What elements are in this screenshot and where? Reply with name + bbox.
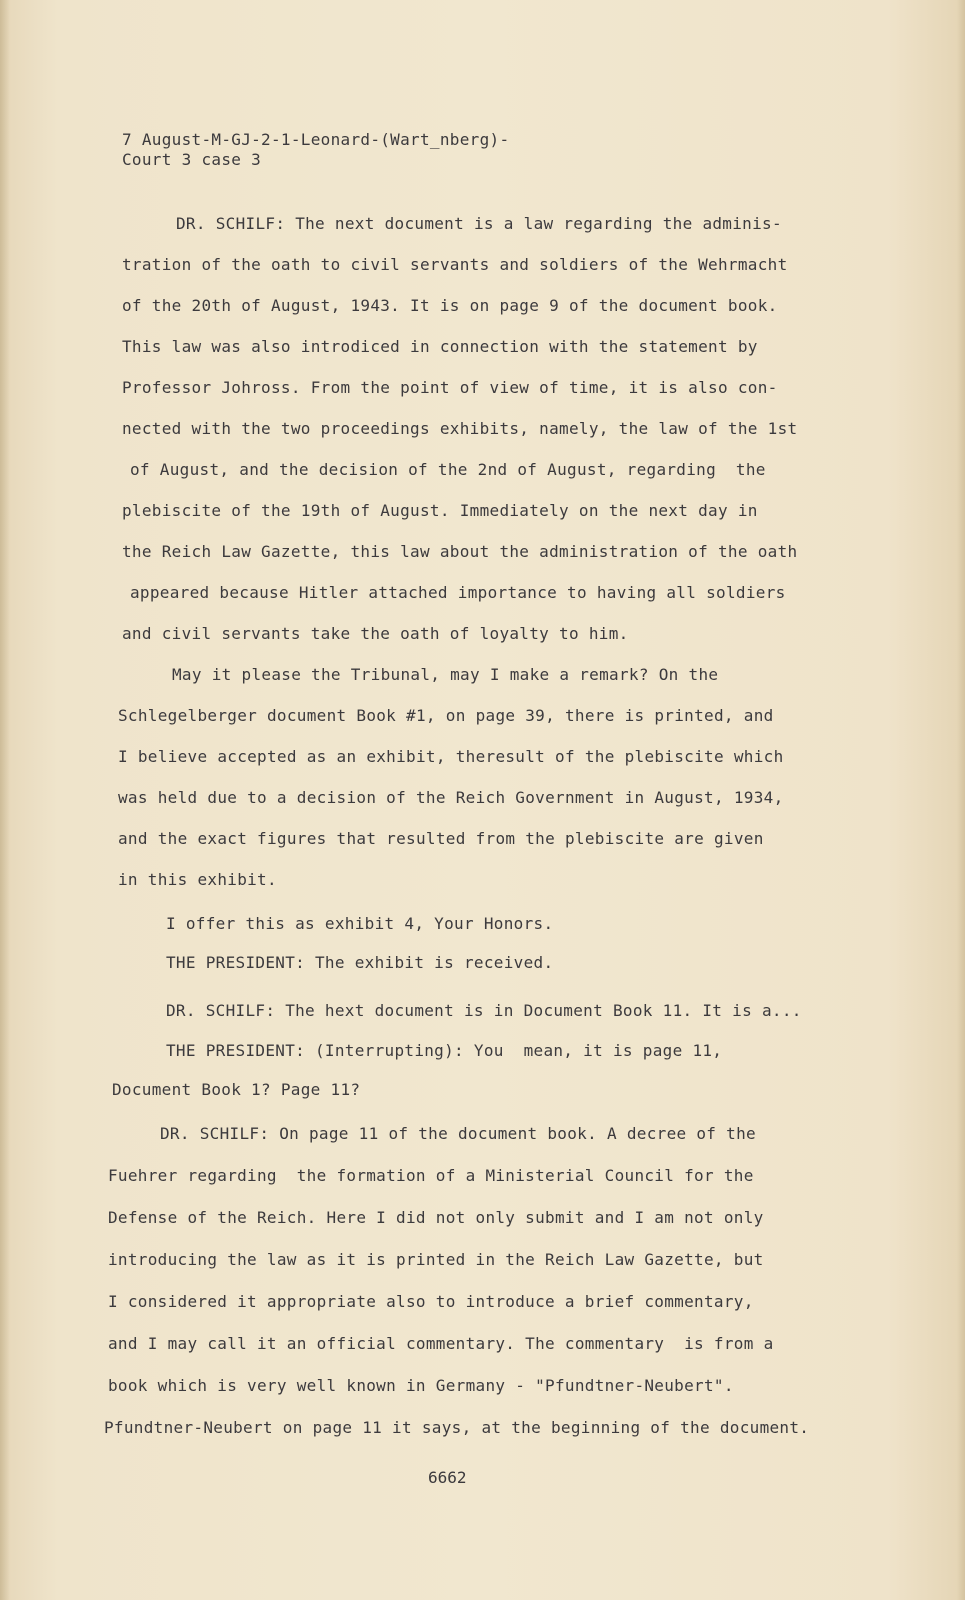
text-line: Fuehrer regarding the formation of a Ministerial Council for the	[108, 1166, 754, 1185]
page-edge-left	[0, 0, 10, 1600]
text-line: nected with the two proceedings exhibits, namely, the law of the 1st	[122, 419, 798, 438]
text-line: of the 20th of August, 1943. It is on page 9 of the document book.	[122, 296, 778, 315]
page-edge-right	[957, 0, 965, 1600]
text-line: I considered it appropriate also to introduce a brief commentary,	[108, 1292, 754, 1311]
text-line: Professor Johross. From the point of view of time, it is also con-	[122, 378, 778, 397]
text-line: and the exact figures that resulted from the plebiscite are given	[118, 829, 764, 848]
text-line: Defense of the Reich. Here I did not only submit and I am not only	[108, 1208, 764, 1227]
text-line: DR. SCHILF: On page 11 of the document book. A decree of the	[160, 1124, 756, 1143]
text-line: DR. SCHILF: The hext document is in Document Book 11. It is a...	[166, 1001, 802, 1020]
header-line: 7 August-M-GJ-2-1-Leonard-(Wart_nberg)-	[122, 130, 510, 149]
text-line: in this exhibit.	[118, 870, 277, 889]
text-line: and I may call it an official commentary. The commentary is from a	[108, 1334, 774, 1353]
text-line: THE PRESIDENT: The exhibit is received.	[166, 953, 554, 972]
text-line: of August, and the decision of the 2nd of August, regarding the	[130, 460, 766, 479]
header-line: Court 3 case 3	[122, 150, 262, 169]
page-number: 6662	[428, 1468, 467, 1487]
text-line: appeared because Hitler attached importance to having all soldiers	[130, 583, 786, 602]
text-line: book which is very well known in Germany - "Pfundtner-Neubert".	[108, 1376, 734, 1395]
text-line: THE PRESIDENT: (Interrupting): You mean, it is page 11,	[166, 1041, 723, 1060]
text-line: Pfundtner-Neubert on page 11 it says, at the beginning of the document.	[104, 1418, 810, 1437]
text-line: DR. SCHILF: The next document is a law regarding the adminis-	[176, 214, 782, 233]
text-line: plebiscite of the 19th of August. Immediately on the next day in	[122, 501, 758, 520]
text-line: This law was also introdiced in connection with the statement by	[122, 337, 758, 356]
text-line: introducing the law as it is printed in the Reich Law Gazette, but	[108, 1250, 764, 1269]
text-line: was held due to a decision of the Reich Government in August, 1934,	[118, 788, 784, 807]
text-line: Document Book 1? Page 11?	[112, 1080, 361, 1099]
text-line: the Reich Law Gazette, this law about the administration of the oath	[122, 542, 798, 561]
text-line: I believe accepted as an exhibit, theresult of the plebiscite which	[118, 747, 784, 766]
text-line: tration of the oath to civil servants and soldiers of the Wehrmacht	[122, 255, 788, 274]
text-line: I offer this as exhibit 4, Your Honors.	[166, 914, 554, 933]
text-line: and civil servants take the oath of loyalty to him.	[122, 624, 629, 643]
text-line: Schlegelberger document Book #1, on page 39, there is printed, and	[118, 706, 774, 725]
text-line: May it please the Tribunal, may I make a remark? On the	[172, 665, 719, 684]
